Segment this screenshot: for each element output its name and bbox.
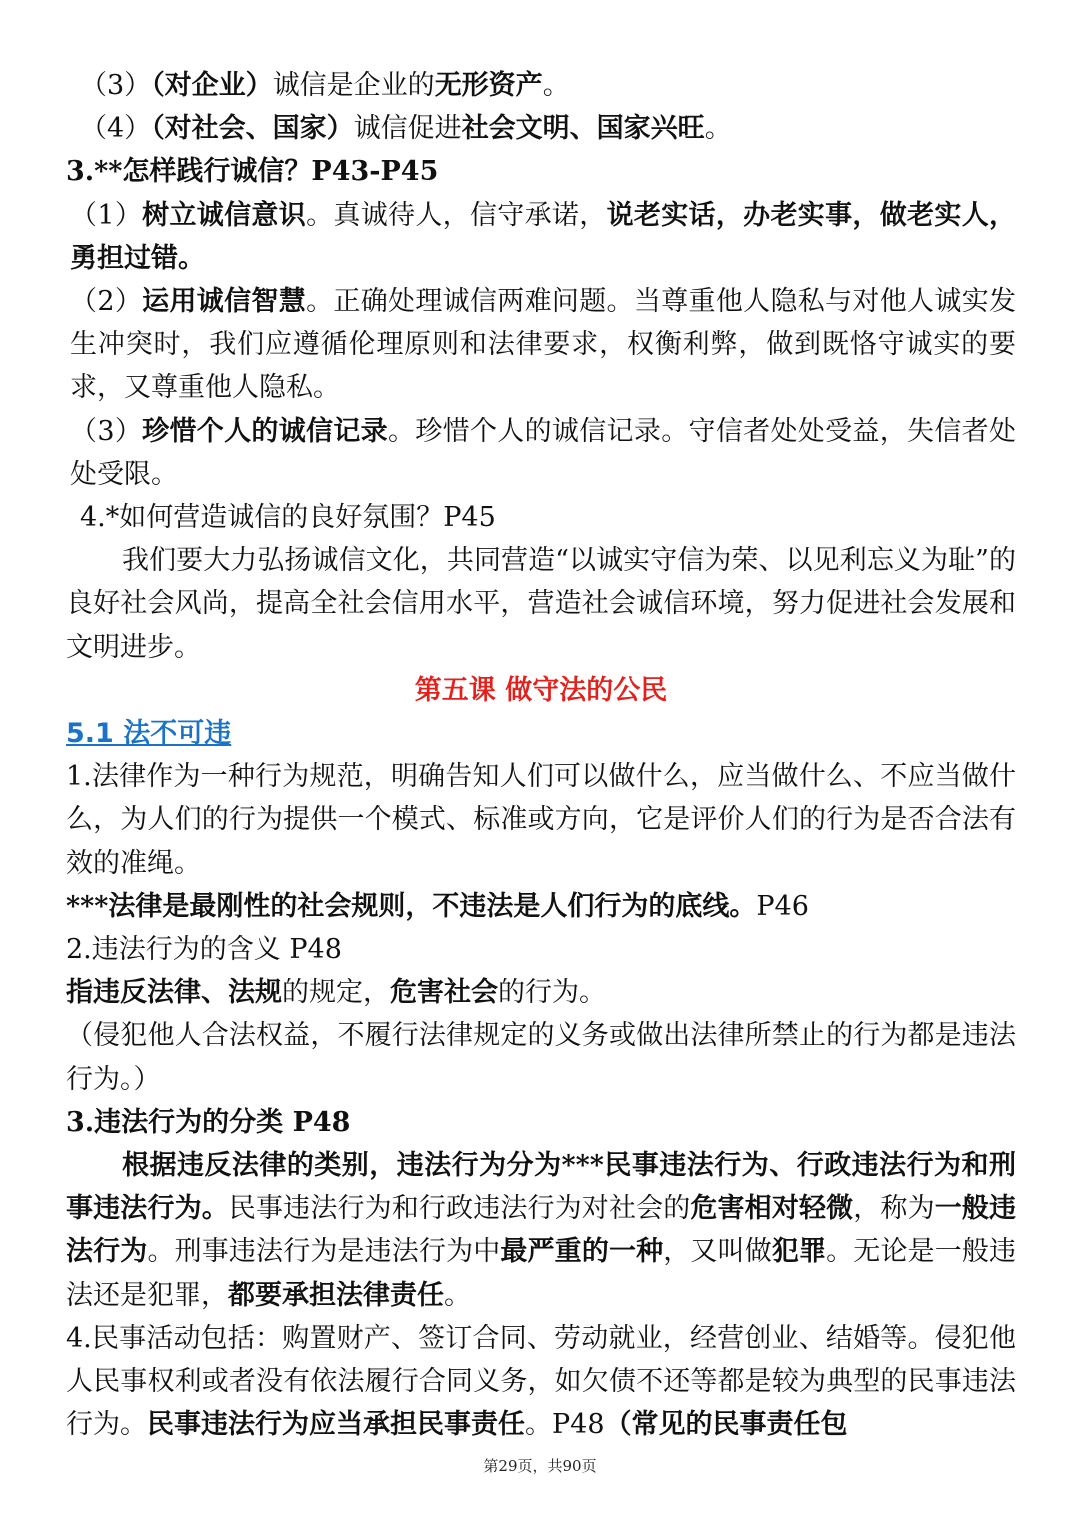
bold-text: 指违反法律、法规 xyxy=(66,977,282,1009)
bold-text: ***法律是最刚性的社会规则，不违法是人们行为的底线。 xyxy=(66,890,757,922)
body-text: 诚信促进 xyxy=(353,113,462,145)
bold-text: 犯罪 xyxy=(771,1236,827,1268)
body-text: 。P48 xyxy=(525,1409,605,1441)
body-text: 。 xyxy=(444,1279,471,1311)
bold-text: 说老实话，办老实事，做老实人，勇担过错。 xyxy=(70,199,1017,274)
bold-text: （常见的民事责任包 xyxy=(604,1409,848,1441)
illegal-meaning-heading: 2.违法行为的含义 P48 xyxy=(66,934,342,966)
item-number: （3） xyxy=(70,415,143,447)
bold-text: 根据违反法律的类别，违法行为分为***民事违法行为、行政违法行为和刑事违法行为。 xyxy=(66,1150,1016,1225)
practice-item-2 xyxy=(66,280,1016,410)
body-text: ，称为 xyxy=(853,1193,935,1225)
bold-text: 危害相对轻微 xyxy=(690,1193,854,1225)
item-number: （2） xyxy=(70,286,143,318)
body-text: 4.民事活动包括：购置财产、签订合同、劳动就业，经营创业、结婚等。侵犯他人民事权利或者没有依法履行合同义务，如欠债不还等都是较为典型的民事违法行为。 xyxy=(66,1322,1016,1441)
item-number: （1） xyxy=(70,199,143,231)
body-text: 的行为。 xyxy=(498,977,606,1009)
body-text: 。珍惜个人的诚信记录。守信者处处受益，失信者处处受限。 xyxy=(70,415,1017,490)
illegal-meaning-definition xyxy=(66,971,1016,1014)
bold-text: 一般违法行为 xyxy=(66,1193,1017,1268)
item-society xyxy=(66,107,1016,150)
bold-text: 无形资产 xyxy=(434,70,543,101)
question-4-heading: 4.*如何营造诚信的良好氛围？P45 xyxy=(80,502,496,534)
body-text: 诚信是企业的 xyxy=(272,70,435,101)
illegal-types-paragraph xyxy=(66,1144,1016,1317)
civil-activity-paragraph xyxy=(66,1317,1016,1447)
question-3-heading: 3.**怎样践行诚信？P43-P45 xyxy=(66,156,439,188)
bold-text: 都要承担法律责任 xyxy=(228,1279,444,1311)
body-text: 。 xyxy=(542,70,570,101)
page-ref: P46 xyxy=(756,890,809,922)
item-enterprise xyxy=(66,64,1016,107)
illegal-types-heading: 3.违法行为的分类 P48 xyxy=(66,1106,351,1138)
practice-item-1 xyxy=(66,194,1016,280)
bold-text: 树立诚信意识 xyxy=(142,199,307,231)
body-text: 。正确处理诚信两难问题。当尊重他人隐私与对他人诚实发生冲突时，我们应遵循伦理原则和法律要求，权衡利弊，做到既恪守诚实的要求，又尊重他人隐私。 xyxy=(70,286,1017,404)
question-4-answer: 我们要大力弘扬诚信文化，共同营造“以诚实守信为荣、以见利忘义为耻”的良好社会风尚，提高全社会信用水平，营造社会诚信环境，努力促进社会发展和文明进步。 xyxy=(66,545,1016,663)
bold-text: 运用诚信智慧 xyxy=(142,286,307,318)
law-bottom-line xyxy=(66,885,1016,928)
chapter-title: 第五课 做守法的公民 xyxy=(414,674,668,706)
section-title[interactable]: 5.1 法不可违 xyxy=(66,718,232,750)
body-text: 。刑事违法行为是违法行为中 xyxy=(147,1236,501,1268)
item-number: （3） xyxy=(80,70,152,101)
bold-text: 民事违法行为应当承担民事责任 xyxy=(147,1409,525,1441)
body-text: 民事违法行为和行政违法行为对社会的 xyxy=(228,1193,691,1225)
bold-text: （对社会、国家） xyxy=(151,113,354,145)
page-footer: 第29页，共90页 xyxy=(483,1457,597,1475)
illegal-meaning-note: （侵犯他人合法权益，不履行法律规定的义务或做出法律所禁止的行为都是违法行为。） xyxy=(66,1020,1016,1095)
body-text: 。 xyxy=(704,113,732,145)
document-body xyxy=(66,64,1016,1447)
bold-text: （对企业） xyxy=(151,70,273,101)
item-number: （4） xyxy=(80,113,152,145)
body-text: ，又叫做 xyxy=(663,1236,772,1268)
body-text: 的规定， xyxy=(282,977,390,1009)
body-text: 。真诚待人，信守承诺， xyxy=(306,199,607,231)
bold-text: 珍惜个人的诚信记录 xyxy=(142,415,389,447)
bold-text: 危害社会 xyxy=(390,977,498,1009)
bold-text: 社会文明、国家兴旺 xyxy=(461,113,705,145)
practice-item-3 xyxy=(66,410,1016,496)
bold-text: 最严重的一种 xyxy=(500,1236,664,1268)
law-definition-paragraph: 1.法律作为一种行为规范，明确告知人们可以做什么，应当做什么、不应当做什么，为人们的行为提供一个模式、标准或方向，它是评价人们的行为是否合法有效的准绳。 xyxy=(66,761,1016,879)
body-text: 。无论是一般违法还是犯罪， xyxy=(66,1236,1017,1311)
